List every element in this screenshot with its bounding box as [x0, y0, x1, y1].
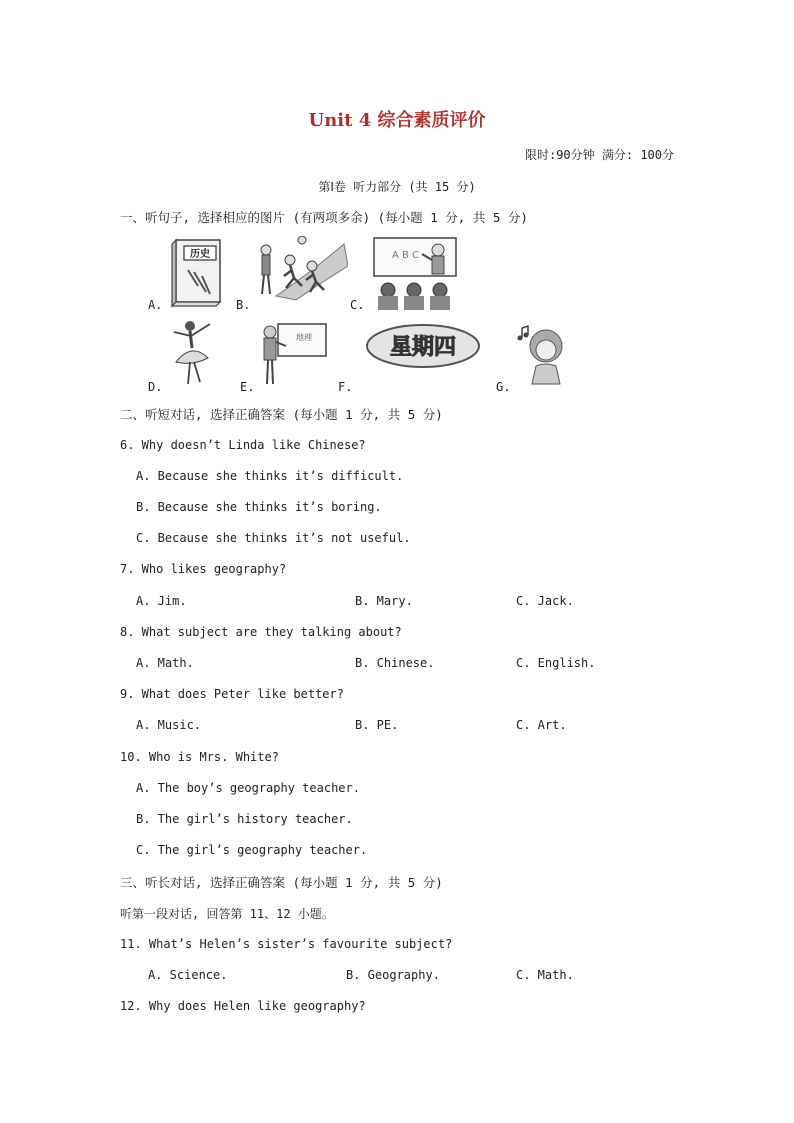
- q6-option-b: B. Because she thinks it’s boring.: [136, 500, 382, 514]
- page-title: Unit 4 综合素质评价: [308, 110, 486, 131]
- option-letter-g: G.: [496, 380, 511, 394]
- question-12: 12. Why does Helen like geography?: [120, 999, 366, 1013]
- weekday-label: 星期四: [389, 335, 457, 360]
- geo-label: 地理: [296, 333, 312, 342]
- q6-option-a: A. Because she thinks it’s difficult.: [136, 469, 404, 483]
- question-8: 8. What subject are they talking about?: [120, 625, 402, 639]
- q7-option-c: C. Jack.: [516, 594, 574, 608]
- q11-option-a: A. Science.: [148, 968, 228, 982]
- option-letter-a: A.: [148, 298, 163, 312]
- history-book-icon: [168, 236, 226, 310]
- section-1-heading: 一、听句子, 选择相应的图片 (有两项多余) (每小题 1 分, 共 5 分): [120, 210, 528, 225]
- thursday-badge-icon: [364, 322, 482, 370]
- ballet-dancer-icon: [166, 318, 218, 386]
- q6-option-c: C. Because she thinks it’s not useful.: [136, 531, 411, 545]
- option-letter-e: E.: [240, 380, 255, 394]
- question-10: 10. Who is Mrs. White?: [120, 750, 279, 764]
- q10-option-a: A. The boy’s geography teacher.: [136, 781, 360, 795]
- q11-option-b: B. Geography.: [346, 968, 440, 982]
- q7-option-a: A. Jim.: [136, 594, 187, 608]
- q8-option-c: C. English.: [516, 656, 596, 670]
- q7-option-b: B. Mary.: [355, 594, 413, 608]
- section-3-heading: 三、听长对话, 选择正确答案 (每小题 1 分, 共 5 分): [120, 875, 443, 890]
- q8-option-a: A. Math.: [136, 656, 194, 670]
- q10-option-c: C. The girl’s geography teacher.: [136, 843, 368, 857]
- option-letter-d: D.: [148, 380, 163, 394]
- q9-option-a: A. Music.: [136, 718, 202, 732]
- running-race-icon: [256, 236, 348, 302]
- question-11: 11. What’s Helen’s sister’s favourite subject?: [120, 937, 453, 951]
- book-label: 历史: [190, 249, 210, 260]
- option-letter-b: B.: [236, 298, 251, 312]
- question-6: 6. Why doesn’t Linda like Chinese?: [120, 438, 366, 452]
- q8-option-b: B. Chinese.: [355, 656, 435, 670]
- question-9: 9. What does Peter like better?: [120, 687, 344, 701]
- q9-option-c: C. Art.: [516, 718, 567, 732]
- geography-teacher-icon: [256, 320, 330, 386]
- q11-option-c: C. Math.: [516, 968, 574, 982]
- classroom-teacher-icon: [372, 236, 458, 310]
- option-letter-f: F.: [338, 380, 353, 394]
- q9-option-b: B. PE.: [355, 718, 399, 732]
- section-2-heading: 二、听短对话, 选择正确答案 (每小题 1 分, 共 5 分): [120, 407, 443, 422]
- part-heading: 第Ⅰ卷 听力部分 (共 15 分): [318, 180, 476, 194]
- girl-music-icon: [512, 320, 574, 388]
- q10-option-b: B. The girl’s history teacher.: [136, 812, 353, 826]
- dialogue-intro: 听第一段对话, 回答第 11、12 小题。: [120, 907, 334, 921]
- time-score-info: 限时:90分钟 满分: 100分: [524, 148, 674, 162]
- option-letter-c: C.: [350, 298, 365, 312]
- question-7: 7. Who likes geography?: [120, 562, 287, 576]
- board-letters: A B C: [392, 250, 420, 261]
